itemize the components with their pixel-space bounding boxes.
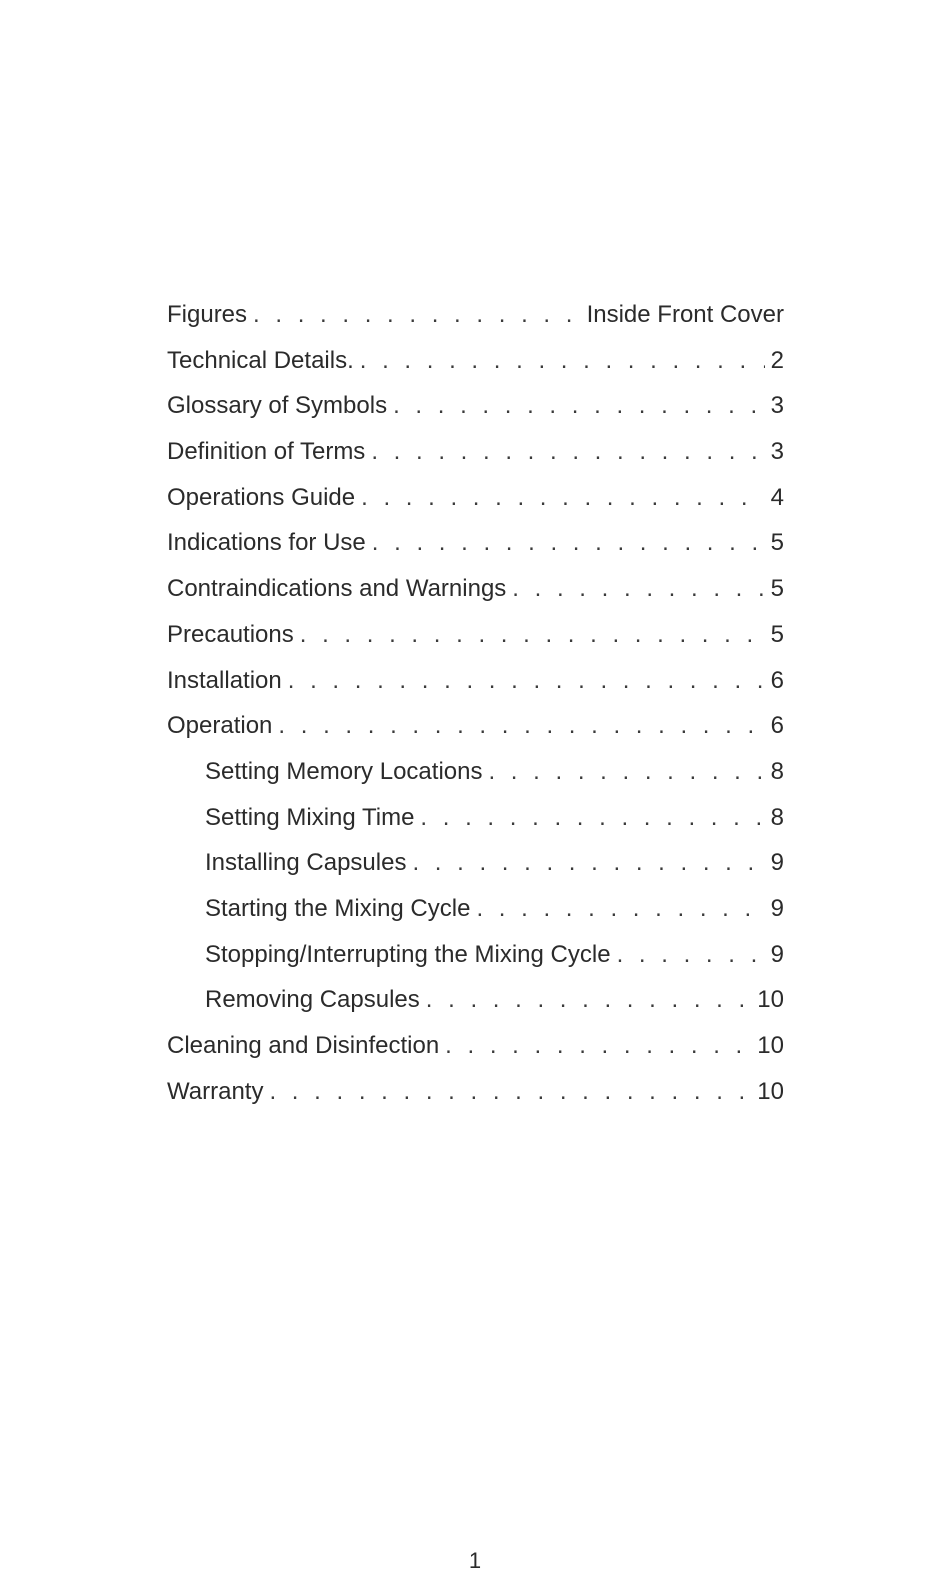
- toc-entry-title: Removing Capsules: [205, 986, 420, 1014]
- toc-entry-title: Setting Memory Locations: [205, 757, 483, 785]
- toc-entry-installation[interactable]: [167, 658, 784, 704]
- toc-entry-title: Contraindications and Warnings: [167, 575, 507, 603]
- toc-entry-title: Cleaning and Disinfection: [167, 1032, 440, 1059]
- dot-leader: [300, 612, 765, 658]
- toc-entry-page: Inside Front Cover: [586, 301, 784, 328]
- toc-entry-page: 6: [770, 712, 784, 740]
- dot-leader: [512, 566, 764, 612]
- toc-entry-operation[interactable]: [167, 703, 784, 749]
- toc-entry-title: Precautions: [167, 620, 294, 648]
- toc-entry-title: Starting the Mixing Cycle: [205, 894, 471, 922]
- toc-entry-page: 4: [770, 483, 784, 511]
- toc-entry-operations-guide[interactable]: [167, 475, 784, 521]
- toc-entry-title: Operations Guide: [167, 483, 356, 511]
- toc-entry-page: 10: [757, 1077, 784, 1105]
- dot-leader: [420, 795, 764, 841]
- toc-entry-cleaning-and-disinfection[interactable]: [167, 1023, 784, 1069]
- toc-entry-contraindications-and-warnings[interactable]: [167, 566, 784, 612]
- dot-leader: [253, 292, 581, 338]
- toc-entry-page: 5: [770, 529, 784, 557]
- toc-entry-page: 3: [770, 438, 784, 466]
- toc-entry-title: Warranty: [167, 1077, 264, 1105]
- table-of-contents: [167, 292, 784, 1114]
- toc-entry-glossary-of-symbols[interactable]: [167, 383, 784, 429]
- toc-entry-technical-details[interactable]: [167, 338, 784, 384]
- toc-entry-page: 8: [770, 757, 784, 785]
- dot-leader: [488, 749, 764, 795]
- dot-leader: [412, 840, 764, 886]
- toc-entry-page: 5: [770, 575, 784, 603]
- toc-entry-figures[interactable]: [167, 292, 784, 338]
- toc-entry-page: 10: [757, 1032, 784, 1059]
- toc-entry-warranty[interactable]: [167, 1069, 784, 1115]
- toc-entry-title: Definition of Terms: [167, 438, 366, 466]
- toc-entry-page: 6: [770, 666, 784, 694]
- toc-entry-page: 9: [770, 940, 784, 968]
- toc-subentry-starting-the-mixing-cycle[interactable]: [167, 886, 784, 932]
- toc-entry-page: 8: [770, 803, 784, 831]
- toc-entry-definition-of-terms[interactable]: [167, 429, 784, 475]
- toc-entry-title: Glossary of Symbols: [167, 392, 388, 420]
- toc-entry-page: 9: [770, 849, 784, 877]
- toc-entry-page: 9: [770, 894, 784, 922]
- page-number: 1: [468, 1548, 482, 1573]
- toc-entry-title: Installing Capsules: [205, 849, 407, 877]
- dot-leader: [360, 338, 765, 384]
- dot-leader: [426, 977, 752, 1023]
- dot-leader: [372, 520, 765, 566]
- toc-entry-title: Setting Mixing Time: [205, 803, 415, 831]
- toc-entry-title: Operation: [167, 712, 273, 740]
- toc-entry-title: Indications for Use: [167, 529, 366, 557]
- toc-entry-title: Technical Details.: [167, 346, 354, 374]
- toc-subentry-stopping-interrupting-the-mixing-cycle[interactable]: [167, 932, 784, 978]
- dot-leader: [445, 1023, 751, 1069]
- toc-entry-title: Stopping/Interrupting the Mixing Cycle: [205, 940, 611, 968]
- toc-entry-page: 10: [757, 986, 784, 1014]
- dot-leader: [361, 475, 765, 521]
- dot-leader: [278, 703, 764, 749]
- dot-leader: [371, 429, 764, 475]
- dot-leader: [288, 658, 765, 704]
- dot-leader: [476, 886, 764, 932]
- dot-leader: [393, 383, 765, 429]
- toc-entry-page: 5: [770, 620, 784, 648]
- toc-entry-title: Installation: [167, 666, 282, 694]
- toc-entry-precautions[interactable]: [167, 612, 784, 658]
- toc-subentry-installing-capsules[interactable]: [167, 840, 784, 886]
- toc-subentry-setting-mixing-time[interactable]: [167, 795, 784, 841]
- dot-leader: [269, 1069, 751, 1115]
- toc-entry-title: Figures: [167, 301, 248, 328]
- toc-subentry-setting-memory-locations[interactable]: [167, 749, 784, 795]
- toc-entry-indications-for-use[interactable]: [167, 520, 784, 566]
- toc-entry-page: 3: [770, 392, 784, 420]
- dot-leader: [617, 932, 765, 978]
- toc-subentry-removing-capsules[interactable]: [167, 977, 784, 1023]
- toc-entry-page: 2: [770, 346, 784, 374]
